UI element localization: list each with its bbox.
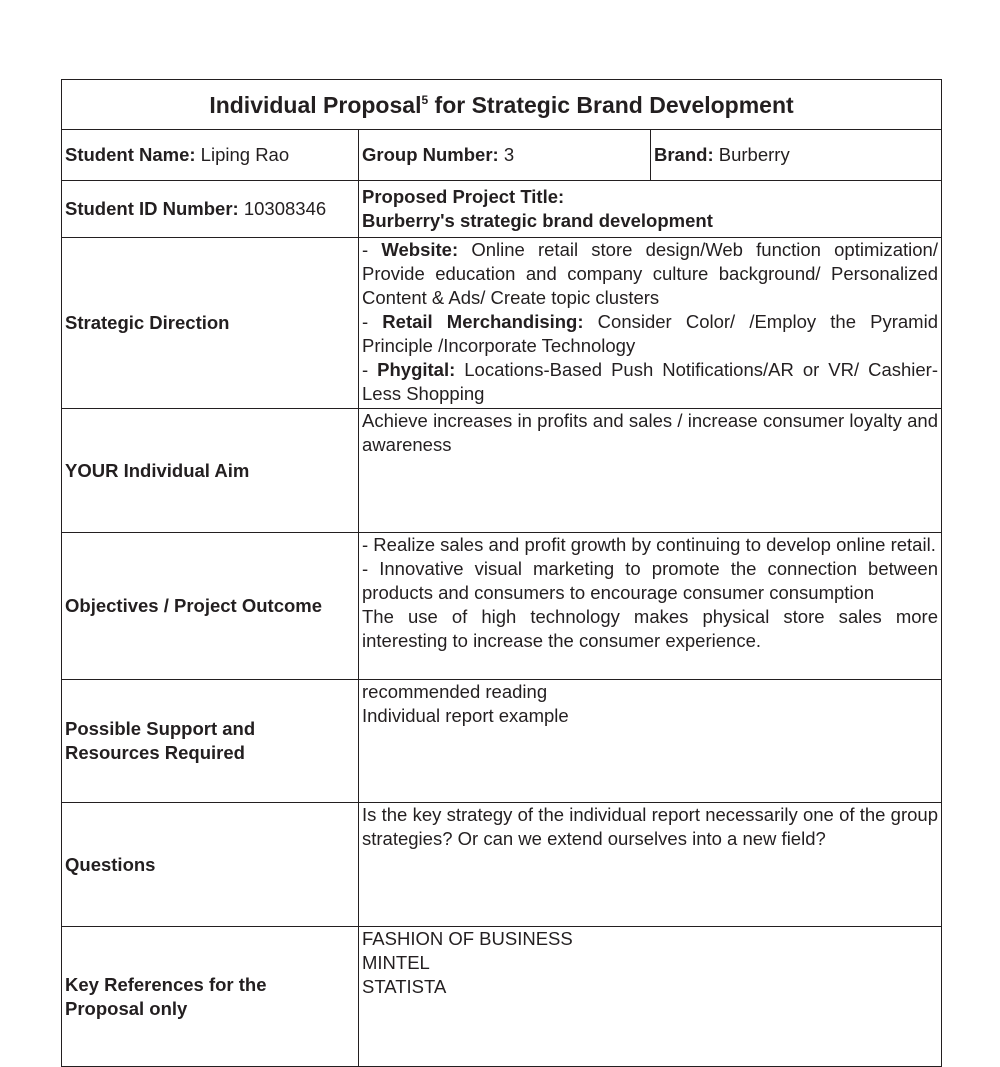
reference-2: MINTEL <box>362 952 430 973</box>
website-text: Online retail store design/Web function optimization/ Provide education and company culture background/ Personalized Content & Ads/ Create topic clusters <box>362 239 938 308</box>
questions-text: Is the key strategy of the individual report necessarily one of the group strategies? Or can we extend ourselves into a new field? <box>359 803 942 927</box>
aim-label: YOUR Individual Aim <box>62 409 359 533</box>
student-row <box>62 130 942 181</box>
student-id-value: 10308346 <box>238 198 327 219</box>
group-number-label: Group Number: <box>362 144 499 165</box>
references-row <box>62 927 942 1067</box>
student-name-value: Liping Rao <box>195 144 290 165</box>
support-row <box>62 680 942 803</box>
objective-2: - Innovative visual marketing to promote the connection between products and consumers to encourage consumer consumption <box>362 558 938 603</box>
objectives-content <box>359 533 942 680</box>
id-row <box>62 181 942 238</box>
brand-label: Brand: <box>654 144 714 165</box>
group-number-cell <box>359 130 651 181</box>
support-content <box>359 680 942 803</box>
strategic-direction-content <box>359 238 942 409</box>
aim-text: Achieve increases in profits and sales / increase consumer loyalty and awareness <box>359 409 942 533</box>
support-item-1: recommended reading <box>362 681 548 702</box>
objective-1: - Realize sales and profit growth by continuing to develop online retail. <box>362 534 936 555</box>
project-title-label: Proposed Project Title: <box>362 186 565 207</box>
support-label-line-2: Resources Required <box>65 742 245 763</box>
retail-label: Retail Merchandising: <box>382 311 584 332</box>
student-id-cell <box>62 181 359 238</box>
title-main: Individual Proposal <box>209 91 422 118</box>
bullet-dash: - <box>362 311 383 332</box>
strategic-direction-label: Strategic Direction <box>62 238 359 409</box>
proposal-form <box>61 79 941 1067</box>
proposal-table <box>61 79 942 1067</box>
references-label <box>62 927 359 1067</box>
objectives-row <box>62 533 942 680</box>
reference-1: FASHION OF BUSINESS <box>362 928 573 949</box>
reference-3: STATISTA <box>362 976 447 997</box>
title-rest: for Strategic Brand Development <box>428 91 794 118</box>
strategic-direction-row <box>62 238 942 409</box>
questions-row <box>62 803 942 927</box>
objectives-label: Objectives / Project Outcome <box>62 533 359 680</box>
questions-label: Questions <box>62 803 359 927</box>
footnote-marker: 5 <box>421 92 429 107</box>
student-id-label: Student ID Number: <box>65 198 239 219</box>
group-number-value: 3 <box>498 144 515 165</box>
references-label-line-1: Key References for the <box>65 973 267 995</box>
references-label-line-2: Proposal only <box>65 997 188 1019</box>
project-title-value: Burberry's strategic brand development <box>362 210 713 231</box>
student-name-cell <box>62 130 359 181</box>
support-label <box>62 680 359 803</box>
phygital-item <box>362 358 938 406</box>
website-label: Website: <box>381 239 459 260</box>
project-title-cell <box>359 181 942 238</box>
bullet-dash: - <box>362 359 378 380</box>
references-content <box>359 927 942 1067</box>
aim-row <box>62 409 942 533</box>
retail-text: Consider Color/ /Employ the Pyramid Principle /Incorporate Technology <box>362 311 938 356</box>
brand-value: Burberry <box>713 144 790 165</box>
support-item-2: Individual report example <box>362 705 569 726</box>
website-item <box>362 238 938 310</box>
retail-item <box>362 310 938 358</box>
student-name-label: Student Name: <box>65 144 196 165</box>
objective-3: The use of high technology makes physical store sales more interesting to increase the consumer experience. <box>362 606 938 651</box>
phygital-label: Phygital: <box>377 359 456 380</box>
document-title <box>62 80 942 130</box>
phygital-text: Locations-Based Push Notifications/AR or VR/ Cashier-Less Shopping <box>362 359 938 404</box>
support-label-line-1: Possible Support and <box>65 718 256 739</box>
title-row <box>62 80 942 130</box>
bullet-dash: - <box>362 239 382 260</box>
brand-cell <box>651 130 942 181</box>
